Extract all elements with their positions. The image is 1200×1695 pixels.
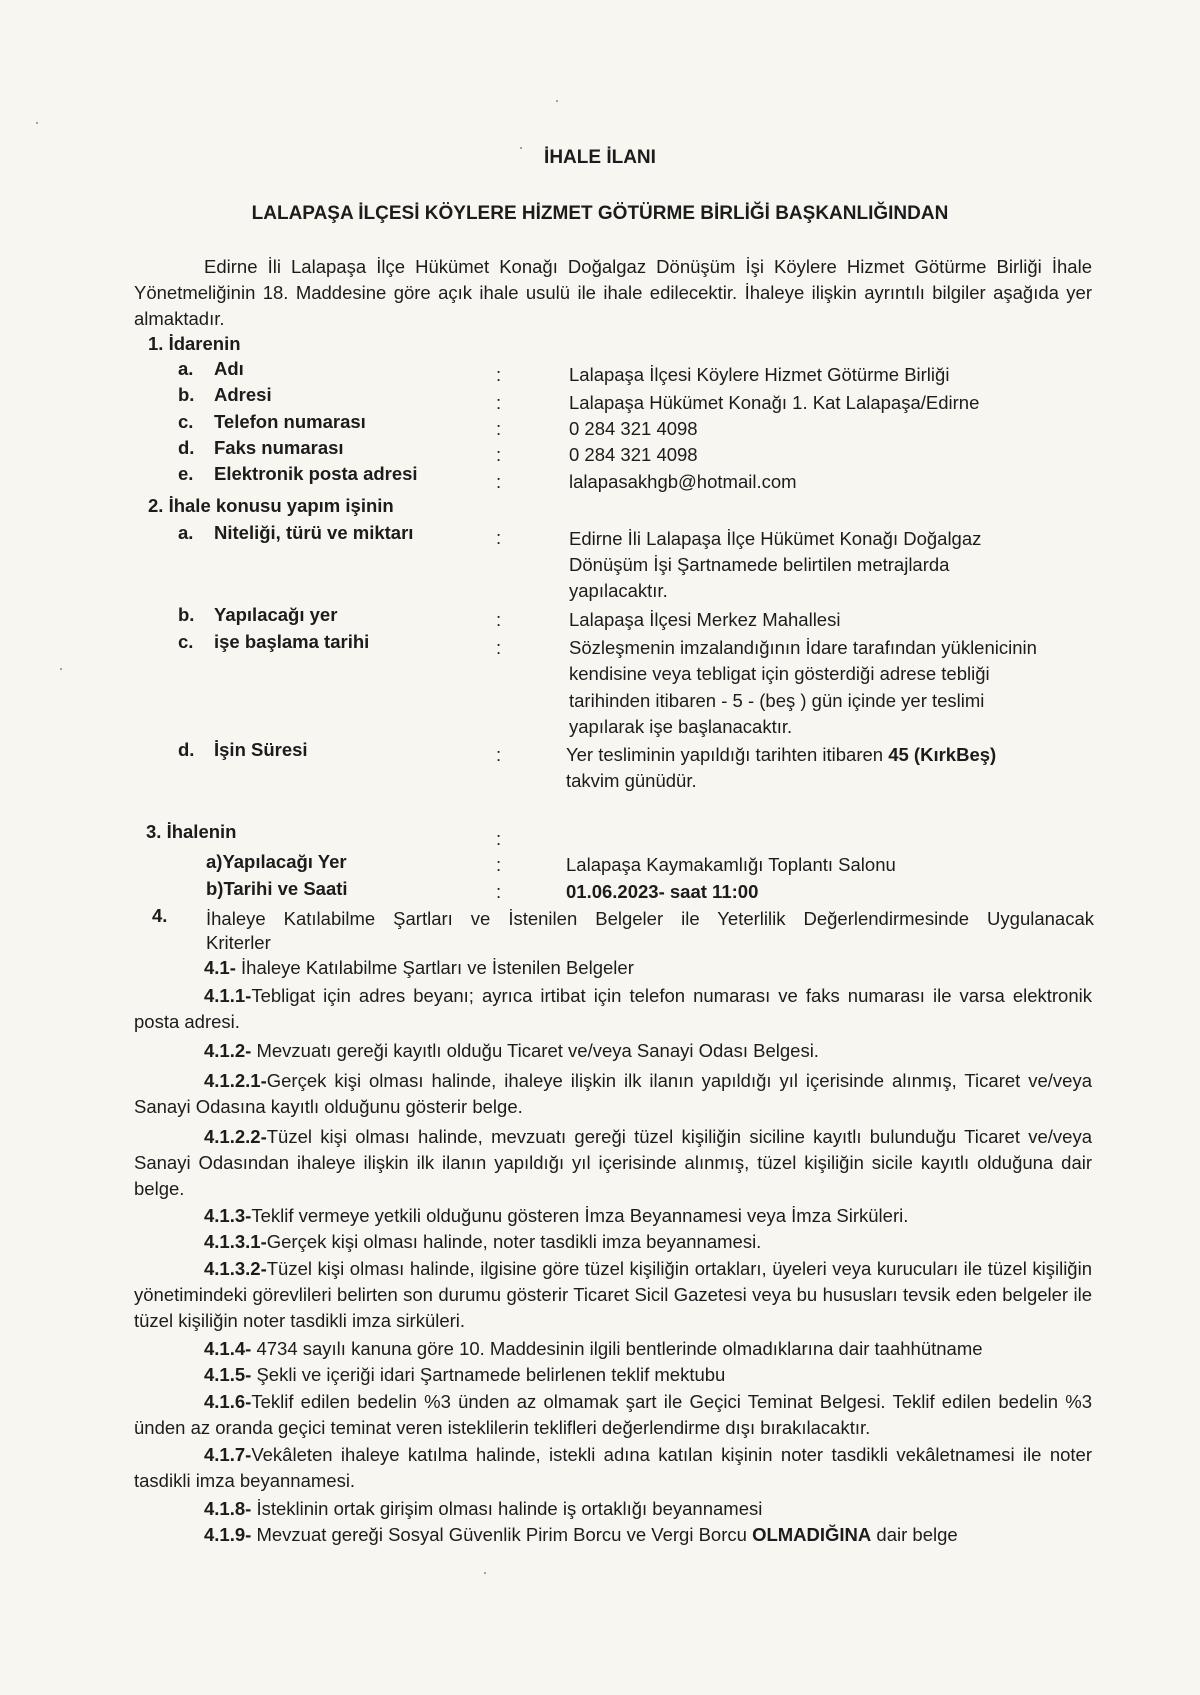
item-label: Telefon numarası bbox=[214, 411, 366, 432]
item-value: yapılarak işe başlanacaktır. bbox=[569, 716, 793, 737]
section-2-heading: 2. İhale konusu yapım işinin bbox=[148, 495, 394, 516]
item-label: Adresi bbox=[214, 384, 272, 405]
item-label: Faks numarası bbox=[214, 437, 344, 458]
requirement-paragraph bbox=[134, 1389, 1092, 1441]
requirement-text: Tüzel kişi olması halinde, mevzuatı gereği tüzel kişiliğin siciline kayıtlı bulunduğu Ticaret ve/veya Sanayi Odasından ihaleye ilişkin ilk ilanın yapıldığı yıl içerisinde alınmış, tüzel kişiliğin sicile kayıtlı olduğuna dair belge. bbox=[134, 1126, 1092, 1199]
item-key: c. bbox=[178, 411, 194, 432]
requirement-paragraph bbox=[134, 1068, 1092, 1120]
scan-speck bbox=[556, 100, 558, 102]
requirement-number: 4.1.3.2- bbox=[204, 1258, 267, 1279]
colon: : bbox=[496, 637, 502, 658]
requirement-text: Tüzel kişi olması halinde, ilgisine göre tüzel kişiliğin ortakları, üyeleri veya kurucuları ile tüzel kişiliğin yönetimindeki görevlileri belirten son durumu gösterir Ticaret Sicil Gazetesi veya bu hususları tevsik eden belgeler ile tüzel kişiliğin noter tasdikli imza sirküleri. bbox=[134, 1258, 1092, 1331]
requirement-number: 4.1.6- bbox=[204, 1391, 252, 1412]
colon: : bbox=[496, 744, 502, 765]
item-key: b. bbox=[178, 384, 195, 405]
requirement-text: İhaleye Katılabilme Şartları ve İstenilen Belgeler bbox=[235, 957, 634, 978]
requirement-text: Şekli ve içeriği idari Şartnamede belirlenen teklif mektubu bbox=[251, 1364, 726, 1385]
requirement-text: 4734 sayılı kanuna göre 10. Maddesinin ilgili bentlerinde olmadıklarına dair taahhütname bbox=[251, 1338, 983, 1359]
requirement-text: Vekâleten ihaleye katılma halinde, istekli adına katılan kişinin noter tasdikli vekâletnamesi ile noter tasdikli imza beyannamesi. bbox=[134, 1444, 1092, 1491]
requirement-paragraph bbox=[134, 1229, 1092, 1255]
section-3-heading: 3. İhalenin bbox=[146, 821, 237, 842]
scan-speck bbox=[60, 668, 62, 670]
requirement-text: Gerçek kişi olması halinde, noter tasdikli imza beyannamesi. bbox=[266, 1231, 762, 1252]
item-key: d. bbox=[178, 437, 195, 458]
item-key: d. bbox=[178, 739, 195, 760]
item-value: kendisine veya tebligat için gösterdiği adrese tebliği bbox=[569, 663, 990, 684]
tender-date-value: 01.06.2023- saat 11:00 bbox=[566, 881, 759, 902]
intro-text: Edirne İli Lalapaşa İlçe Hükümet Konağı Doğalgaz Dönüşüm İşi Köylere Hizmet Götürme Birliği İhale Yönetmeliğinin 18. Maddesine göre açık ihale usulü ile ihale edilecektir. İhaleye ilişkin ayrıntılı bilgiler aşağıda yer almaktadır. bbox=[134, 256, 1092, 329]
requirement-paragraph bbox=[134, 1362, 1092, 1388]
requirement-number: 4.1- bbox=[204, 957, 236, 978]
document-title: İHALE İLANI bbox=[544, 147, 656, 168]
colon: : bbox=[496, 828, 502, 849]
intro-paragraph bbox=[134, 254, 1092, 332]
requirement-text-bold: OLMADIĞINA bbox=[752, 1524, 872, 1545]
section-4-heading-cont: Kriterler bbox=[206, 932, 271, 953]
tender-date-label: b)Tarihi ve Saati bbox=[206, 878, 348, 899]
colon: : bbox=[496, 471, 502, 492]
document-subtitle: LALAPAŞA İLÇESİ KÖYLERE HİZMET GÖTÜRME BİRLİĞİ BAŞKANLIĞINDAN bbox=[251, 203, 949, 224]
item-value: Sözleşmenin imzalandığının İdare tarafından yüklenicinin bbox=[569, 637, 1037, 658]
requirement-number: 4.1.9- bbox=[204, 1524, 252, 1545]
colon: : bbox=[496, 418, 502, 439]
item-key: a. bbox=[178, 522, 194, 543]
requirement-paragraph bbox=[134, 983, 1092, 1035]
item-value-bold: 45 (KırkBeş) bbox=[888, 744, 997, 765]
requirement-number: 4.1.3- bbox=[204, 1205, 252, 1226]
scan-speck bbox=[36, 122, 38, 124]
requirement-text: Mevzuatı gereği kayıtlı olduğu Ticaret ve/veya Sanayi Odası Belgesi. bbox=[251, 1040, 819, 1061]
colon: : bbox=[496, 392, 502, 413]
requirement-number: 4.1.7- bbox=[204, 1444, 252, 1465]
requirement-paragraph bbox=[134, 1496, 1092, 1522]
scan-speck bbox=[484, 1572, 486, 1574]
colon: : bbox=[496, 854, 502, 875]
requirement-number: 4.1.4- bbox=[204, 1338, 252, 1359]
requirement-text: İsteklinin ortak girişim olması halinde iş ortaklığı beyannamesi bbox=[251, 1498, 763, 1519]
item-value: Lalapaşa İlçesi Merkez Mahallesi bbox=[569, 609, 841, 630]
section-4-number: 4. bbox=[152, 905, 168, 926]
requirement-paragraph bbox=[134, 1124, 1092, 1202]
requirement-paragraph bbox=[134, 1256, 1092, 1334]
item-key: c. bbox=[178, 631, 194, 652]
requirement-text: Gerçek kişi olması halinde, ihaleye ilişkin ilk ilanın yapıldığı yıl içerisinde alınmış, Ticaret ve/veya Sanayi Odasına kayıtlı olduğunu gösterir belge. bbox=[134, 1070, 1092, 1117]
item-label: Elektronik posta adresi bbox=[214, 463, 418, 484]
requirement-paragraph bbox=[134, 955, 1092, 981]
item-value: yapılacaktır. bbox=[569, 580, 668, 601]
item-value: tarihinden itibaren - 5 - (beş ) gün içinde yer teslimi bbox=[569, 690, 985, 711]
requirement-number: 4.1.2.2- bbox=[204, 1126, 267, 1147]
item-key: e. bbox=[178, 463, 194, 484]
requirement-text: Teklif edilen bedelin %3 ünden az olmamak şart ile Geçici Teminat Belgesi. Teklif edilen bedelin %3 ünden az oranda geçici teminat veren isteklilerin teklifleri değerlendirme dışı bırakılacaktır. bbox=[134, 1391, 1092, 1438]
requirement-text: Mevzuat gereği Sosyal Güvenlik Pirim Borcu ve Vergi Borcu bbox=[251, 1524, 753, 1545]
item-value: takvim günüdür. bbox=[566, 770, 697, 791]
item-value-text: Yer tesliminin yapıldığı tarihten itibaren bbox=[566, 744, 889, 765]
requirement-paragraph bbox=[134, 1038, 1092, 1064]
item-value: Dönüşüm İşi Şartnamede belirtilen metrajlarda bbox=[569, 554, 950, 575]
item-label: işe başlama tarihi bbox=[214, 631, 370, 652]
item-value: Lalapaşa Hükümet Konağı 1. Kat Lalapaşa/Edirne bbox=[569, 392, 980, 413]
requirement-number: 4.1.5- bbox=[204, 1364, 252, 1385]
colon: : bbox=[496, 881, 502, 902]
colon: : bbox=[496, 364, 502, 385]
requirement-text: Teklif vermeye yetkili olduğunu gösteren İmza Beyannamesi veya İmza Sirküleri. bbox=[251, 1205, 909, 1226]
tender-place-value: Lalapaşa Kaymakamlığı Toplantı Salonu bbox=[566, 854, 896, 875]
requirement-paragraph bbox=[134, 1522, 1092, 1548]
requirement-paragraph bbox=[134, 1203, 1092, 1229]
item-value: 0 284 321 4098 bbox=[569, 444, 698, 465]
requirement-number: 4.1.8- bbox=[204, 1498, 252, 1519]
item-key: b. bbox=[178, 604, 195, 625]
requirement-number: 4.1.1- bbox=[204, 985, 252, 1006]
colon: : bbox=[496, 609, 502, 630]
item-value bbox=[566, 742, 996, 768]
section-1-heading: 1. İdarenin bbox=[148, 333, 241, 354]
tender-place-label: a)Yapılacağı Yer bbox=[206, 851, 347, 872]
colon: : bbox=[496, 444, 502, 465]
section-4-heading: İhaleye Katılabilme Şartları ve İstenilen Belgeler ile Yeterlilik Değerlendirmesinde Uygulanacak bbox=[206, 908, 1094, 929]
item-label: Yapılacağı yer bbox=[214, 604, 338, 625]
item-value: 0 284 321 4098 bbox=[569, 418, 698, 439]
requirement-paragraph bbox=[134, 1336, 1092, 1362]
requirement-number: 4.1.3.1- bbox=[204, 1231, 267, 1252]
requirement-number: 4.1.2- bbox=[204, 1040, 252, 1061]
requirement-paragraph bbox=[134, 1442, 1092, 1494]
colon: : bbox=[496, 527, 502, 548]
requirement-number: 4.1.2.1- bbox=[204, 1070, 267, 1091]
item-label: Adı bbox=[214, 358, 244, 379]
requirement-text: dair belge bbox=[871, 1524, 958, 1545]
requirement-text: Tebligat için adres beyanı; ayrıca irtibat için telefon numarası ve faks numarası ile varsa elektronik posta adresi. bbox=[134, 985, 1092, 1032]
item-key: a. bbox=[178, 358, 194, 379]
item-value: Lalapaşa İlçesi Köylere Hizmet Götürme Birliği bbox=[569, 364, 950, 385]
item-label: Niteliği, türü ve miktarı bbox=[214, 522, 414, 543]
item-value: Edirne İli Lalapaşa İlçe Hükümet Konağı Doğalgaz bbox=[569, 528, 982, 549]
item-label: İşin Süresi bbox=[214, 739, 308, 760]
item-value: lalapasakhgb@hotmail.com bbox=[569, 471, 797, 492]
